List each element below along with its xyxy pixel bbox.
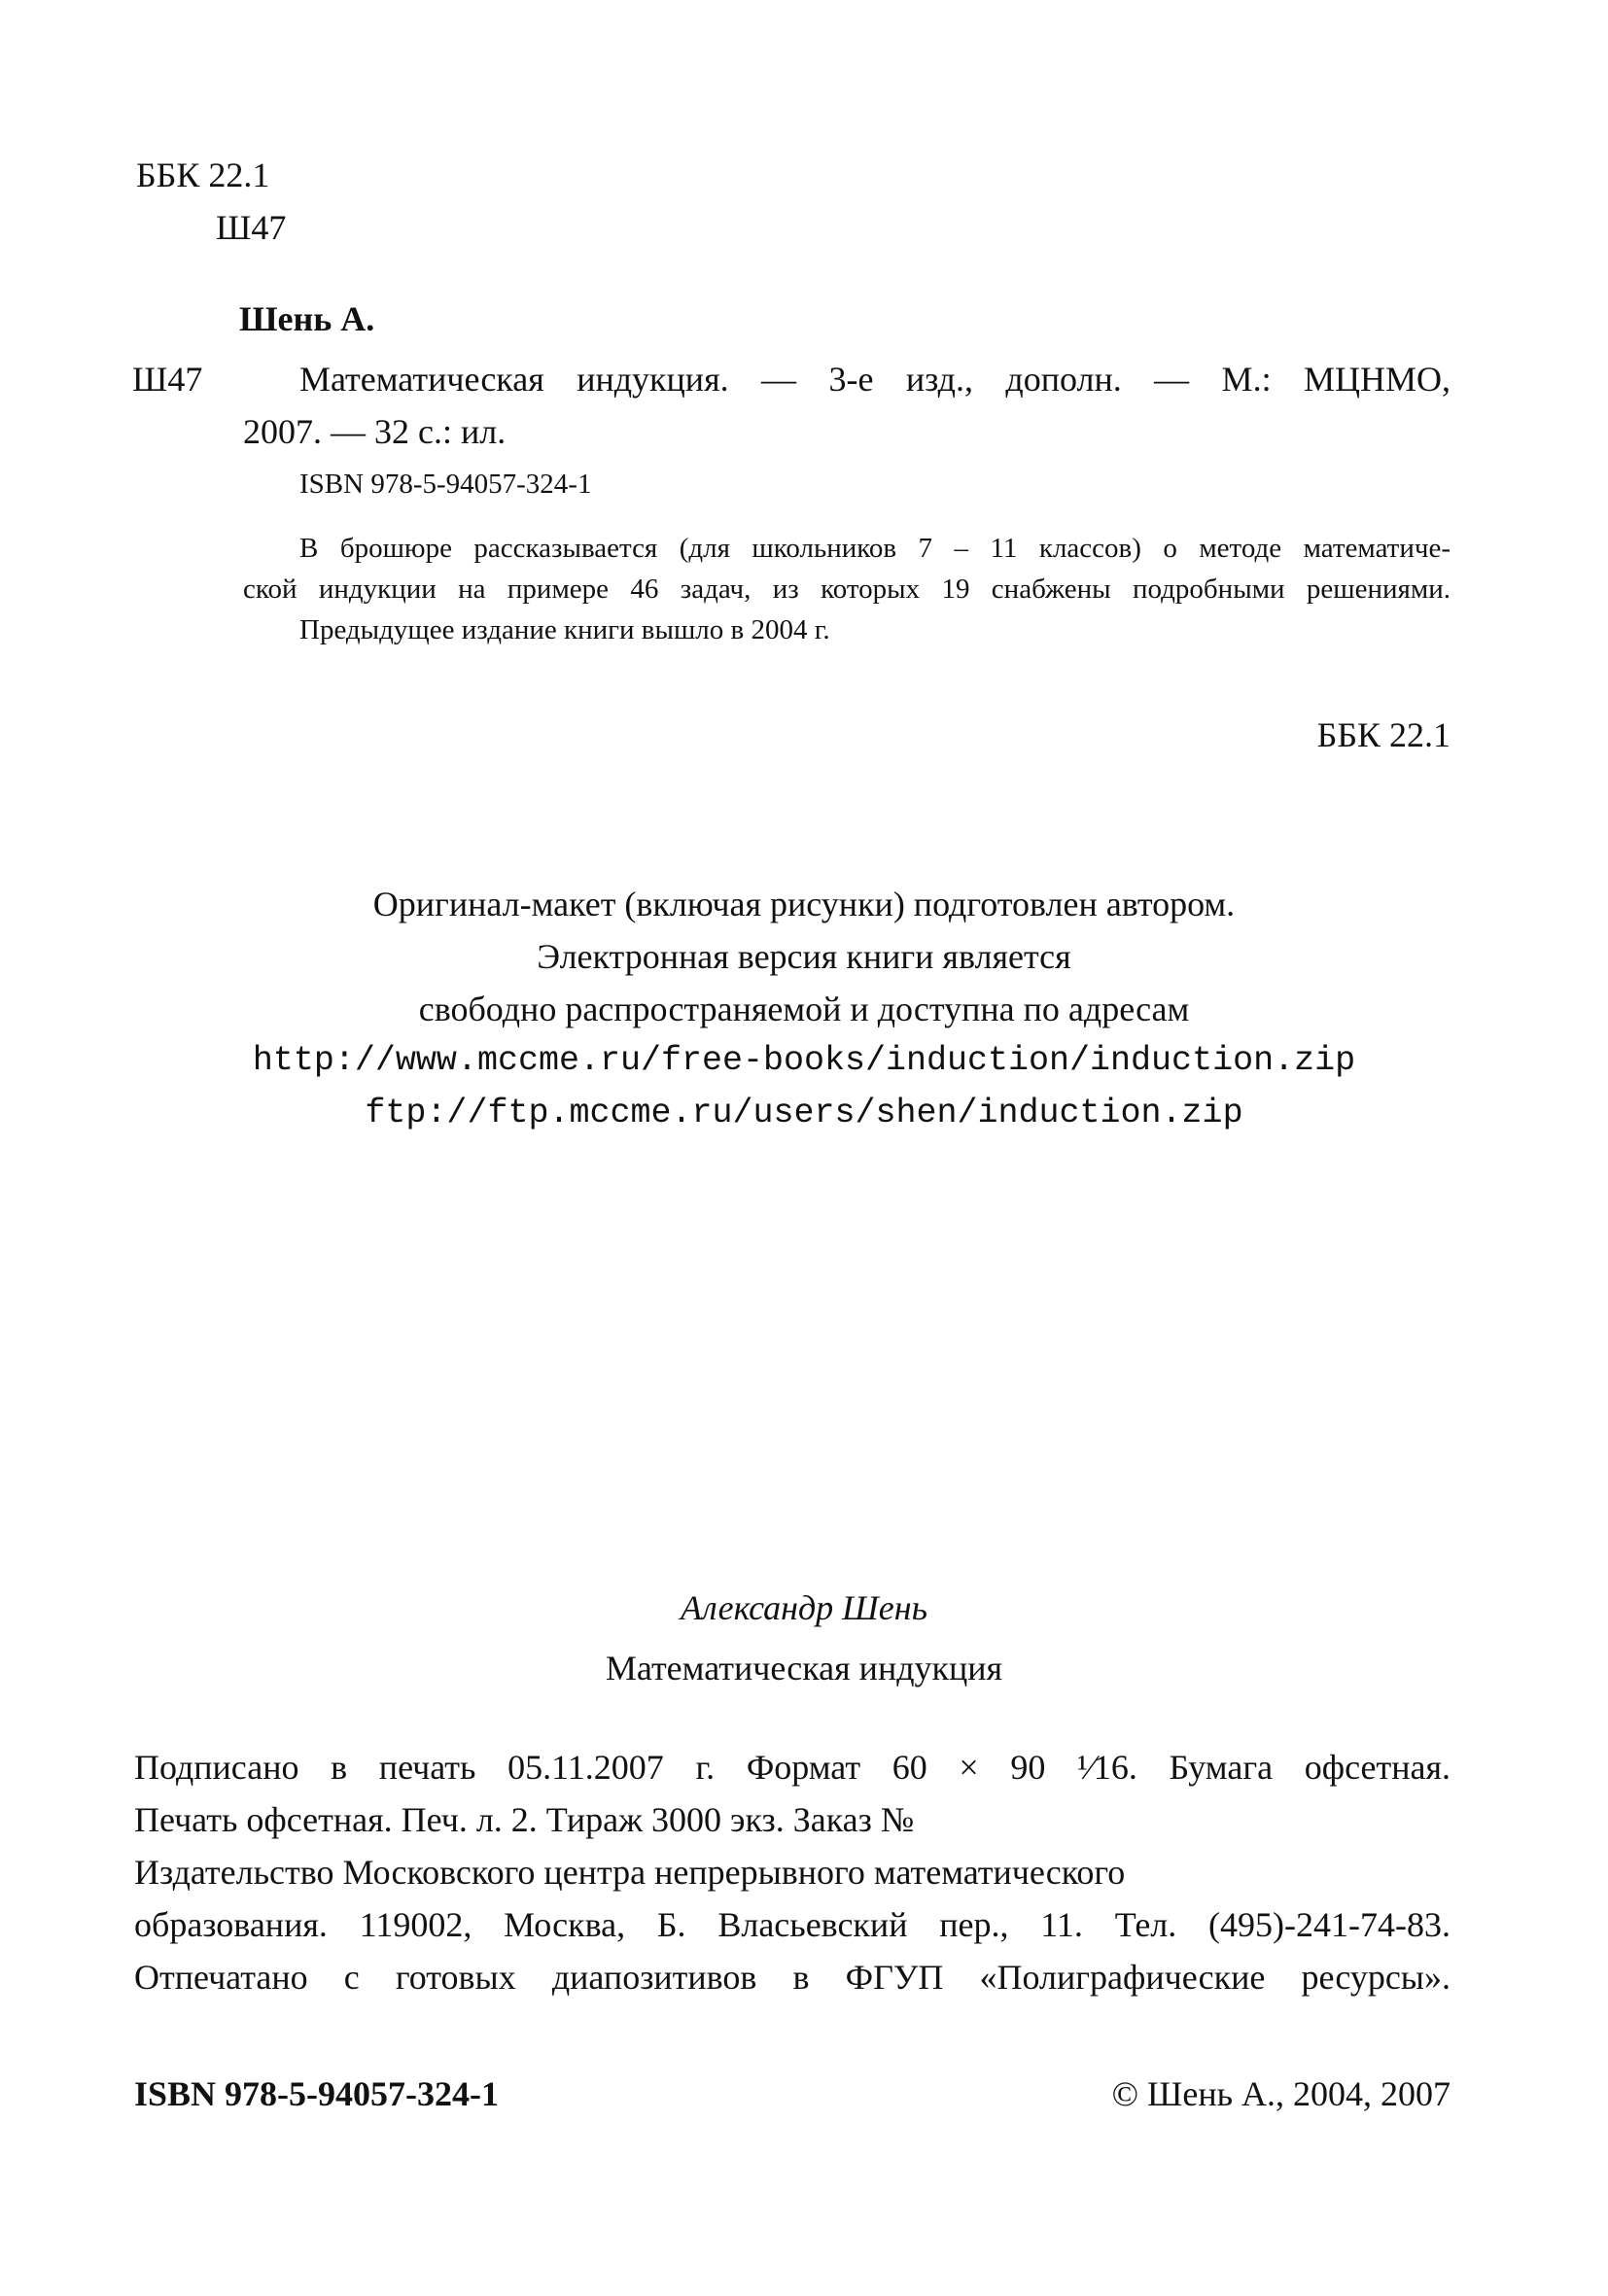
abstract-line-1: В брошюре рассказывается (для школьников 7 – 11 классов) о методе математиче- <box>299 533 1451 564</box>
footer-isbn: ISBN 978-5-94057-324-1 <box>134 2074 499 2113</box>
catalog-title-line-2: 2007. — 32 с.: ил. <box>243 412 507 451</box>
imprint-line-3: Издательство Московского центра непрерывного математического <box>134 1853 1126 1892</box>
bbk-right: ББК 22.1 <box>1316 715 1451 754</box>
url-ftp: ftp://ftp.mccme.ru/users/shen/induction.zip <box>365 1094 1243 1132</box>
book-author: Александр Шень <box>681 1588 927 1627</box>
imprint-line-5: Отпечатано с готовых диапозитивов в ФГУП «Полиграфические ресурсы». <box>134 1958 1451 1997</box>
imprint-line-4: образования. 119002, Москва, Б. Власьевский пер., 11. Тел. (495)-241-74-83. <box>134 1905 1451 1944</box>
catalog-title-line-1: Математическая индукция. — 3-е изд., дополн. — М.: МЦНМО, <box>299 360 1451 399</box>
notice-line-2: Электронная версия книги является <box>537 937 1071 976</box>
author-heading: Шень А. <box>239 299 375 338</box>
catalog-isbn: ISBN 978-5-94057-324-1 <box>299 469 592 500</box>
notice-line-3: свободно распространяемой и доступна по адресам <box>418 990 1190 1028</box>
imprint-line-2: Печать офсетная. Печ. л. 2. Тираж 3000 экз. Заказ № <box>134 1800 915 1839</box>
footer-copyright: © Шень А., 2004, 2007 <box>1111 2074 1451 2113</box>
author-mark: Ш47 <box>216 208 287 247</box>
notice-line-1: Оригинал-макет (включая рисунки) подготовлен автором. <box>372 885 1236 923</box>
abstract-line-3: Предыдущее издание книги вышло в 2004 г. <box>299 614 830 645</box>
abstract-line-2: ской индукции на примере 46 задач, из которых 19 снабжены подробными решениями. <box>243 574 1451 605</box>
book-title: Математическая индукция <box>605 1649 1003 1687</box>
bbk-code: ББК 22.1 <box>136 156 270 194</box>
catalog-mark: Ш47 <box>132 360 203 399</box>
url-http: http://www.mccme.ru/free-books/induction/induction.zip <box>252 1041 1356 1080</box>
imprint-line-1: Подписано в печать 05.11.2007 г. Формат 60 × 90 ¹⁄16. Бумага офсетная. <box>134 1748 1451 1787</box>
